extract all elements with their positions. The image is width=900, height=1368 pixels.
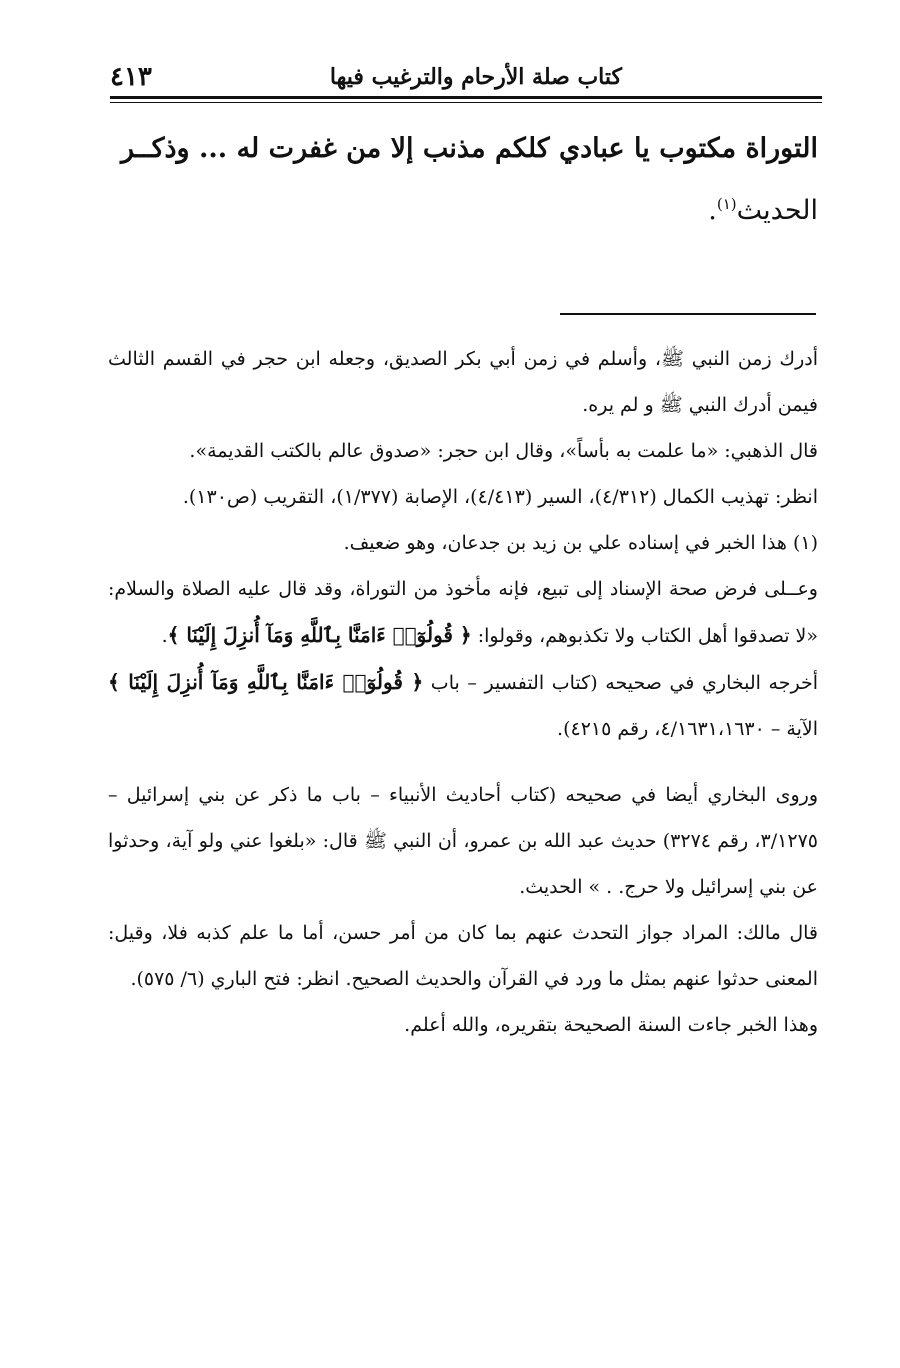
- footnote-continuation-1: أدرك زمن النبي ﷺ، وأسلم في زمن أبي بكر الصديق، وجعله ابن حجر في القسم الثالث فيمن أدرك النبي ﷺ و لم يره.: [108, 348, 818, 416]
- footnote-1-para-3: [108, 659, 818, 752]
- footnote-1-number: (١): [792, 532, 818, 554]
- main-line-2-end: .: [708, 195, 717, 226]
- footnote-1-para-5: قال مالك: المراد جواز التحدث عنهم بما كان من أمر حسن، أما ما علم كذبه فلا، وقيل: المعنى حدثوا عنهم بمثل ما ورد في القرآن والحديث الصحيح. انظر: فتح الباري (٦/ ٥٧٥).: [108, 922, 818, 990]
- footnote-1-para-2: [108, 566, 818, 659]
- footnote-separator: [560, 313, 816, 315]
- page-number: ٤١٣: [110, 62, 152, 92]
- running-header: [110, 62, 822, 96]
- footnote-1-para-2-text-a: وعــلى فرض صحة الإسناد إلى تبيع، فإنه مأخوذ من التوراة، وقد قال عليه الصلاة والسلام: «لا تصدقوا أهل الكتاب ولا تكذبوهم، وقولوا:: [108, 578, 818, 647]
- footnote-1-para-3-text-b: الآية – ٤/١٦٣١،١٦٣٠، رقم ٤٢١٥).: [557, 718, 818, 740]
- footnotes: [108, 336, 818, 1048]
- main-line-2: [108, 180, 818, 242]
- main-line-1: التوراة مكتوب يا عبادي كلكم مذنب إلا من غفرت له ... وذكــر: [120, 133, 818, 164]
- footnote-continuation-2: قال الذهبي: «ما علمت به بأساً»، وقال ابن حجر: «صدوق عالم بالكتب القديمة».: [189, 440, 818, 462]
- footnote-1-para-1: [108, 520, 818, 566]
- footnote-1-para-1-text: هذا الخبر في إسناده علي بن زيد بن جدعان، وهو ضعيف.: [343, 532, 787, 554]
- footnote-1-para-4: وروى البخاري أيضا في صحيحه (كتاب أحاديث الأنبياء – باب ما ذكر عن بني إسرائيل – ٣/١٢٧٥، رقم ٣٢٧٤) حديث عبد الله بن عمرو، أن النبي ﷺ قال: «بلغوا عني ولو آية، وحدثوا عن بني إسرائيل ولا حرج. . » الحديث.: [108, 784, 818, 898]
- header-title: كتاب صلة الأرحام والترغيب فيها: [329, 64, 622, 90]
- footnote-1-para-6: وهذا الخبر جاءت السنة الصحيحة بتقريره، والله أعلم.: [404, 1014, 818, 1036]
- footnote-continuation-3: انظر: تهذيب الكمال (٤/٣١٢)، السير (٤/٤١٣)، الإصابة (١/٣٧٧)، التقريب (ص١٣٠).: [182, 486, 818, 508]
- main-line-2-text: الحديث: [736, 195, 818, 226]
- header-rule-thin: [110, 102, 822, 103]
- header-rule: [110, 96, 822, 99]
- main-text: [108, 118, 818, 242]
- quran-verse: ﴿ قُولُوٓا۟ ءَامَنَّا بِٱللَّهِ وَمَآ أُنزِلَ إِلَيْنَا ﴾: [108, 670, 424, 694]
- paragraph-gap: [108, 752, 818, 772]
- footnote-reference: (١): [716, 195, 737, 213]
- quran-verse: ﴿ قُولُوٓا۟ ءَامَنَّا بِٱللَّهِ وَمَآ أُنزِلَ إِلَيْنَا ﴾: [167, 623, 472, 647]
- footnote-1-para-2-text-b: .: [161, 625, 168, 647]
- footnote-1-para-3-text-a: أخرجه البخاري في صحيحه (كتاب التفسير – باب: [423, 672, 818, 694]
